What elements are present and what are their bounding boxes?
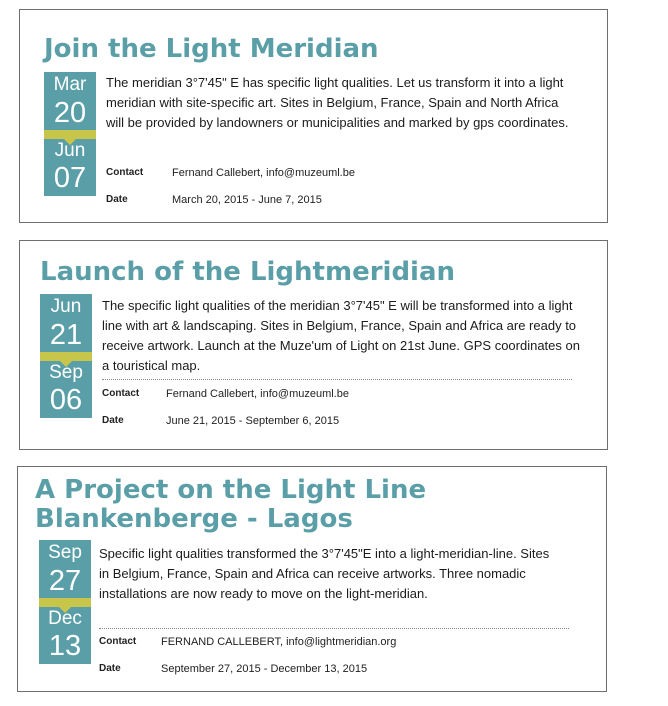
event-title: Launch of the Lightmeridian <box>40 257 456 287</box>
start-month: Jun <box>50 296 82 317</box>
start-day: 27 <box>48 565 82 597</box>
event-description: The specific light qualities of the meridian 3°7'45" E will be transformed into a light line with art & landscaping. Sites in Belgium, France, Spain and Africa are ready to receive artwork. Launch at the Muze'um of Light on 21st June. GPS coordinates on a touristical map. <box>102 298 580 373</box>
start-month: Mar <box>53 74 87 95</box>
start-month: Sep <box>48 542 82 563</box>
contact-label: Contact <box>99 636 137 647</box>
contact-value: Fernand Callebert, info@muzeuml.be <box>166 388 349 400</box>
end-day: 06 <box>49 384 83 416</box>
date-value: June 21, 2015 - September 6, 2015 <box>166 415 340 427</box>
contact-label: Contact <box>102 388 140 399</box>
date-range-badge <box>39 540 91 664</box>
end-month: Dec <box>48 608 82 629</box>
end-month: Jun <box>54 140 86 161</box>
event-card <box>19 9 608 223</box>
date-range-badge <box>40 294 92 418</box>
event-card <box>19 240 608 450</box>
event-description: Specific light qualities transformed the 3°7'45"E into a light-meridian-line. Sites in Belgium, France, Spain and Africa can receive artworks. Three nomadic installations are now ready to move on the light-meridian. <box>99 546 550 601</box>
contact-value: FERNAND CALLEBERT, info@lightmeridian.org <box>161 636 397 648</box>
date-value: March 20, 2015 - June 7, 2015 <box>172 194 322 206</box>
date-label: Date <box>106 194 128 205</box>
event-title: A Project on the Light Line <box>35 475 427 505</box>
date-value: September 27, 2015 - December 13, 2015 <box>161 663 368 675</box>
end-day: 13 <box>48 630 82 662</box>
contact-value: Fernand Callebert, info@muzeuml.be <box>172 167 355 179</box>
contact-label: Contact <box>106 167 144 178</box>
date-label: Date <box>99 663 121 674</box>
divider <box>102 379 572 380</box>
divider <box>99 628 569 629</box>
end-day: 07 <box>53 162 87 194</box>
date-label: Date <box>102 415 124 426</box>
event-title: Join the Light Meridian <box>44 34 379 64</box>
start-day: 21 <box>49 319 83 351</box>
event-card <box>17 466 607 692</box>
end-month: Sep <box>49 362 83 383</box>
event-description: The meridian 3°7'45" E has specific light qualities. Let us transform it into a light meridian with site-specific art. Sites in Belgium, France, Spain and North Africa will be provided by landowners or municipalities and marked by gps coordinates. <box>106 75 569 130</box>
date-range-badge <box>44 72 96 196</box>
event-title-line-2: Blankenberge - Lagos <box>35 504 353 534</box>
start-day: 20 <box>53 97 87 129</box>
